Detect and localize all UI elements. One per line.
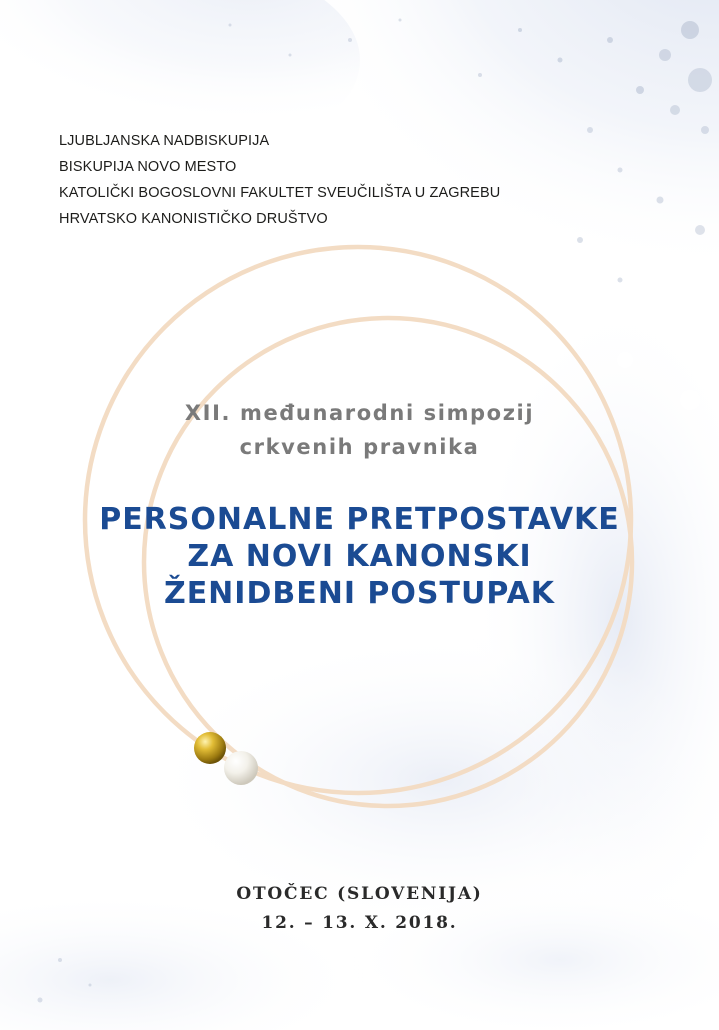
subtitle-line-1: XII. međunarodni simpozij	[184, 401, 535, 425]
organizer-4: HRVATSKO KANONISTIČKO DRUŠTVO	[59, 211, 328, 227]
subtitle-line-2: crkvenih pravnika	[239, 435, 480, 459]
organizer-3: KATOLIČKI BOGOSLOVNI FAKULTET SVEUČILIŠTA U ZAGREBU	[59, 185, 501, 201]
title-line-2: ZA NOVI KANONSKI	[187, 539, 532, 574]
event-date: 12. – 13. X. 2018.	[261, 913, 458, 933]
title-line-1: PERSONALNE PRETPOSTAVKE	[99, 502, 620, 537]
main-title	[0, 501, 719, 612]
organizer-1: LJUBLJANSKA NADBISKUPIJA	[59, 133, 270, 149]
organizer-list	[59, 128, 500, 232]
symposium-subtitle	[0, 396, 719, 464]
event-footer	[0, 880, 719, 938]
event-place: OTOČEC (SLOVENIJA)	[236, 884, 483, 904]
title-line-3: ŽENIDBENI POSTUPAK	[163, 576, 556, 611]
organizer-2: BISKUPIJA NOVO MESTO	[59, 159, 237, 175]
